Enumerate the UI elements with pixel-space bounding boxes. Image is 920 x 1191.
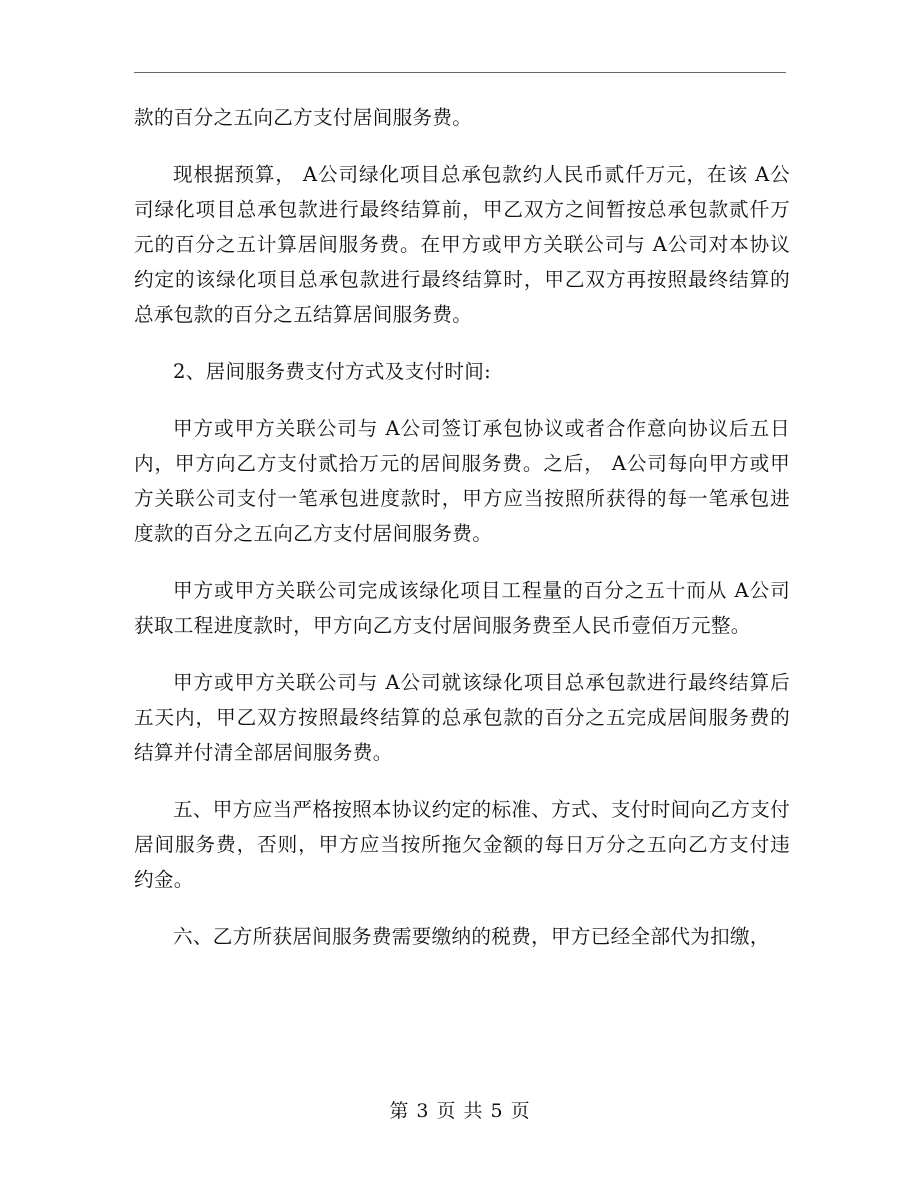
document-body — [134, 100, 790, 976]
paragraph-2: 现根据预算， A公司绿化项目总承包款约人民币贰仟万元，在该 A公司绿化项目总承包款进行最终结算前，甲乙双方之间暂按总承包款贰仟万元的百分之五计算居间服务费。在甲方或甲方关联公司与 A公司对本协议约定的该绿化项目总承包款进行最终结算时，甲乙双方再按照最终结算的总承包款的百分之五结算居间服务费。 — [134, 163, 790, 326]
paragraph-5: 甲方或甲方关联公司完成该绿化项目工程量的百分之五十而从 A公司获取工程进度款时，甲方向乙方支付居间服务费至人民币壹佰万元整。 — [134, 579, 790, 637]
paragraph-1: 款的百分之五向乙方支付居间服务费。 — [134, 106, 473, 129]
page-number-footer: 第 3 页 共 5 页 — [389, 1100, 531, 1122]
header-rule — [134, 72, 786, 73]
paragraph-3: 2、居间服务费支付方式及支付时间: — [173, 360, 492, 383]
paragraph-4: 甲方或甲方关联公司与 A公司签订承包协议或者合作意向协议后五日内，甲方向乙方支付贰拾万元的居间服务费。之后， A公司每向甲方或甲方关联公司支付一笔承包进度款时，甲方应当按照所获得的每一笔承包进度款的百分之五向乙方支付居间服务费。 — [134, 417, 790, 545]
paragraph-6: 甲方或甲方关联公司与 A公司就该绿化项目总承包款进行最终结算后五天内，甲乙双方按照最终结算的总承包款的百分之五完成居间服务费的结算并付清全部居间服务费。 — [134, 671, 790, 764]
paragraph-8: 六、乙方所获居间服务费需要缴纳的税费，甲方已经全部代为扣缴， — [173, 925, 770, 948]
paragraph-7: 五、甲方应当严格按照本协议约定的标准、方式、支付时间向乙方支付居间服务费，否则，甲方应当按所拖欠金额的每日万分之五向乙方支付违约金。 — [134, 798, 790, 891]
